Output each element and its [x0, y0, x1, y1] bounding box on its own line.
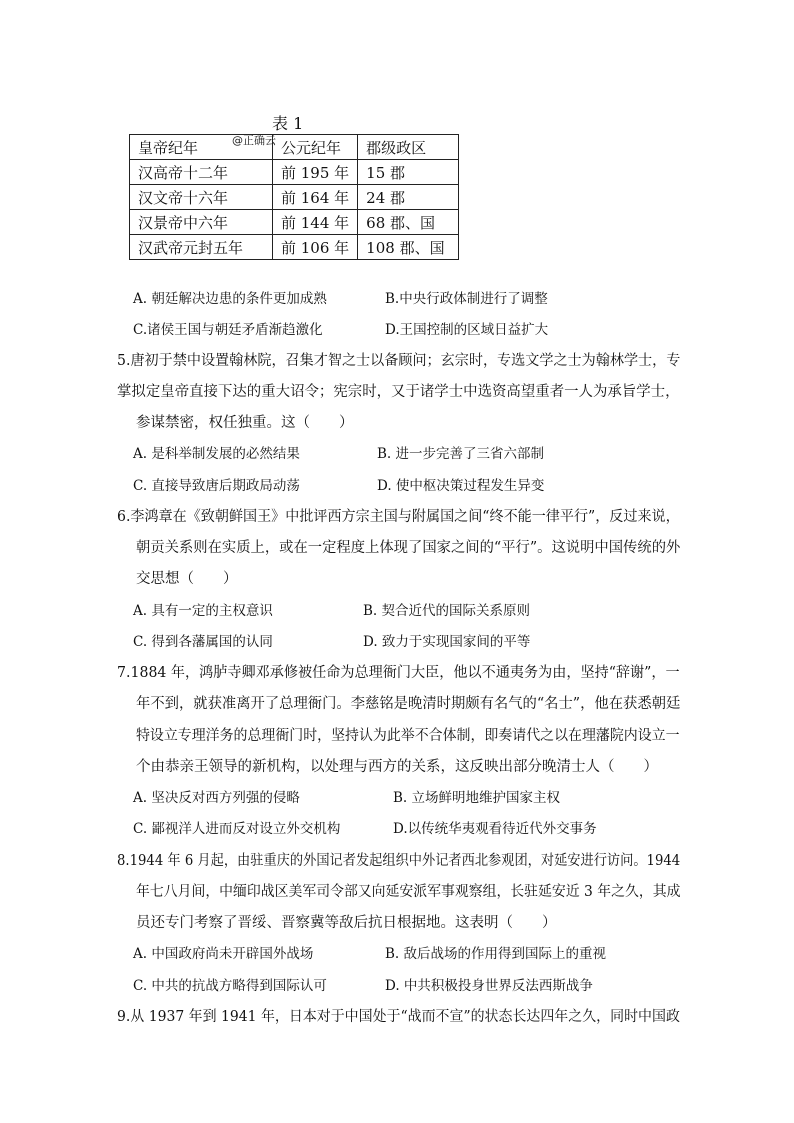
q7-stem-line-2: 年不到，就获准离开了总理衙门。李慈铭是晚清时期颇有名气的“名士”，他在获悉朝廷 — [136, 696, 681, 712]
q7-option-c: C. 鄙视洋人进而反对设立外交机构 — [133, 821, 341, 837]
table-cell: 汉景帝中六年 — [130, 210, 273, 235]
q6-option-a: A. 具有一定的主权意识 — [133, 603, 273, 619]
q4-option-a: A. 朝廷解决边患的条件更加成熟 — [133, 291, 327, 307]
table-cell: 汉武帝元封五年 — [130, 235, 273, 260]
table-cell: 24 郡 — [358, 185, 459, 210]
q6-stem-line-2: 朝贡关系则在实质上，或在一定程度上体现了国家之间的“平行”。这说明中国传统的外 — [136, 540, 681, 556]
q8-option-d: D. 中共积极投身世界反法西斯战争 — [385, 978, 593, 994]
table-cell: 前 195 年 — [273, 160, 358, 185]
table-cell: 前 106 年 — [273, 235, 358, 260]
watermark: @正确云 — [232, 134, 276, 147]
q5-option-b: B. 进一步完善了三省六部制 — [377, 446, 545, 462]
table-cell: 公元纪年 — [273, 135, 358, 160]
table-row — [130, 210, 459, 235]
q6-stem-line-3: 交思想（ ） — [136, 571, 238, 587]
q5-option-c: C. 直接导致唐后期政局动荡 — [133, 478, 300, 494]
q8-stem-line-2: 年七八月间，中缅印战区美军司令部又向延安派军事观察组，长驻延安近 3 年之久，其成 — [136, 884, 681, 900]
q6-option-d: D. 致力于实现国家间的平等 — [363, 634, 531, 650]
table-caption: 表 1 — [272, 114, 304, 133]
q7-option-a: A. 坚决反对西方列强的侵略 — [133, 790, 300, 806]
table-row — [130, 135, 459, 160]
table-cell: 15 郡 — [358, 160, 459, 185]
table-row — [130, 160, 459, 185]
q8-option-c: C. 中共的抗战方略得到国际认可 — [133, 978, 327, 994]
q4-option-b: B.中央行政体制进行了调整 — [385, 291, 548, 307]
q6-stem-line-1: 6.李鸿章在《致朝鲜国王》中批评西方宗主国与附属国之间“终不能一律平行”，反过来说， — [117, 509, 680, 525]
table-cell: 汉高帝十二年 — [130, 160, 273, 185]
q5-stem-line-3: 参谋禁密，权任独重。这（ ） — [136, 415, 354, 431]
q6-option-b: B. 契合近代的国际关系原则 — [363, 603, 531, 619]
q8-stem-line-1: 8.1944 年 6 月起，由驻重庆的外国记者发起组织中外记者西北参观团，对延安进行访问。1944 — [117, 853, 681, 869]
table-cell: 皇帝纪年 — [130, 135, 273, 160]
q7-option-b: B. 立场鲜明地维护国家主权 — [393, 790, 561, 806]
table-row — [130, 235, 459, 260]
q4-option-d: D.王国控制的区域日益扩大 — [385, 322, 549, 338]
q5-option-a: A. 是科举制发展的必然结果 — [133, 446, 300, 462]
table-row — [130, 185, 459, 210]
q8-option-a: A. 中国政府尚未开辟国外战场 — [133, 946, 314, 962]
q8-option-b: B. 敌后战场的作用得到国际上的重视 — [385, 946, 607, 962]
table-cell: 前 164 年 — [273, 185, 358, 210]
q7-stem-line-1: 7.1884 年，鸿胪寺卿邓承修被任命为总理衙门大臣，他以不通夷务为由，坚持“辞谢”，一 — [117, 665, 680, 681]
table-cell: 68 郡、国 — [358, 210, 459, 235]
prefecture-table — [129, 134, 459, 260]
table-cell: 郡级政区 — [358, 135, 459, 160]
q7-stem-line-3: 特设立专理洋务的总理衙门时，坚持认为此举不合体制，即奏请代之以在理藩院内设立一 — [136, 728, 680, 744]
q8-stem-line-3: 员还专门考察了晋绥、晋察冀等敌后抗日根据地。这表明（ ） — [136, 915, 557, 931]
table-cell: 108 郡、国 — [358, 235, 459, 260]
q4-option-c: C.诸侯王国与朝廷矛盾渐趋激化 — [133, 322, 323, 338]
q5-stem-line-1: 5.唐初于禁中设置翰林院，召集才智之士以备顾问；玄宗时，专选文学之士为翰林学士，专 — [117, 353, 681, 369]
q6-option-c: C. 得到各藩属国的认同 — [133, 634, 273, 650]
q7-stem-line-4: 个由恭亲王领导的新机构，以处理与西方的关系，这反映出部分晚清士人（ ） — [136, 759, 658, 775]
table-cell: 前 144 年 — [273, 210, 358, 235]
q5-stem-line-2: 掌拟定皇帝直接下达的重大诏令；宪宗时，又于诸学士中选资高望重者一人为承旨学士， — [117, 384, 680, 400]
q5-option-d: D. 使中枢决策过程发生异变 — [377, 478, 545, 494]
table-cell: 汉文帝十六年 — [130, 185, 273, 210]
q7-option-d: D.以传统华夷观看待近代外交事务 — [393, 821, 597, 837]
q9-stem-line-1: 9.从 1937 年到 1941 年，日本对于中国处于“战而不宣”的状态长达四年之久，同时中国政 — [117, 1009, 680, 1025]
